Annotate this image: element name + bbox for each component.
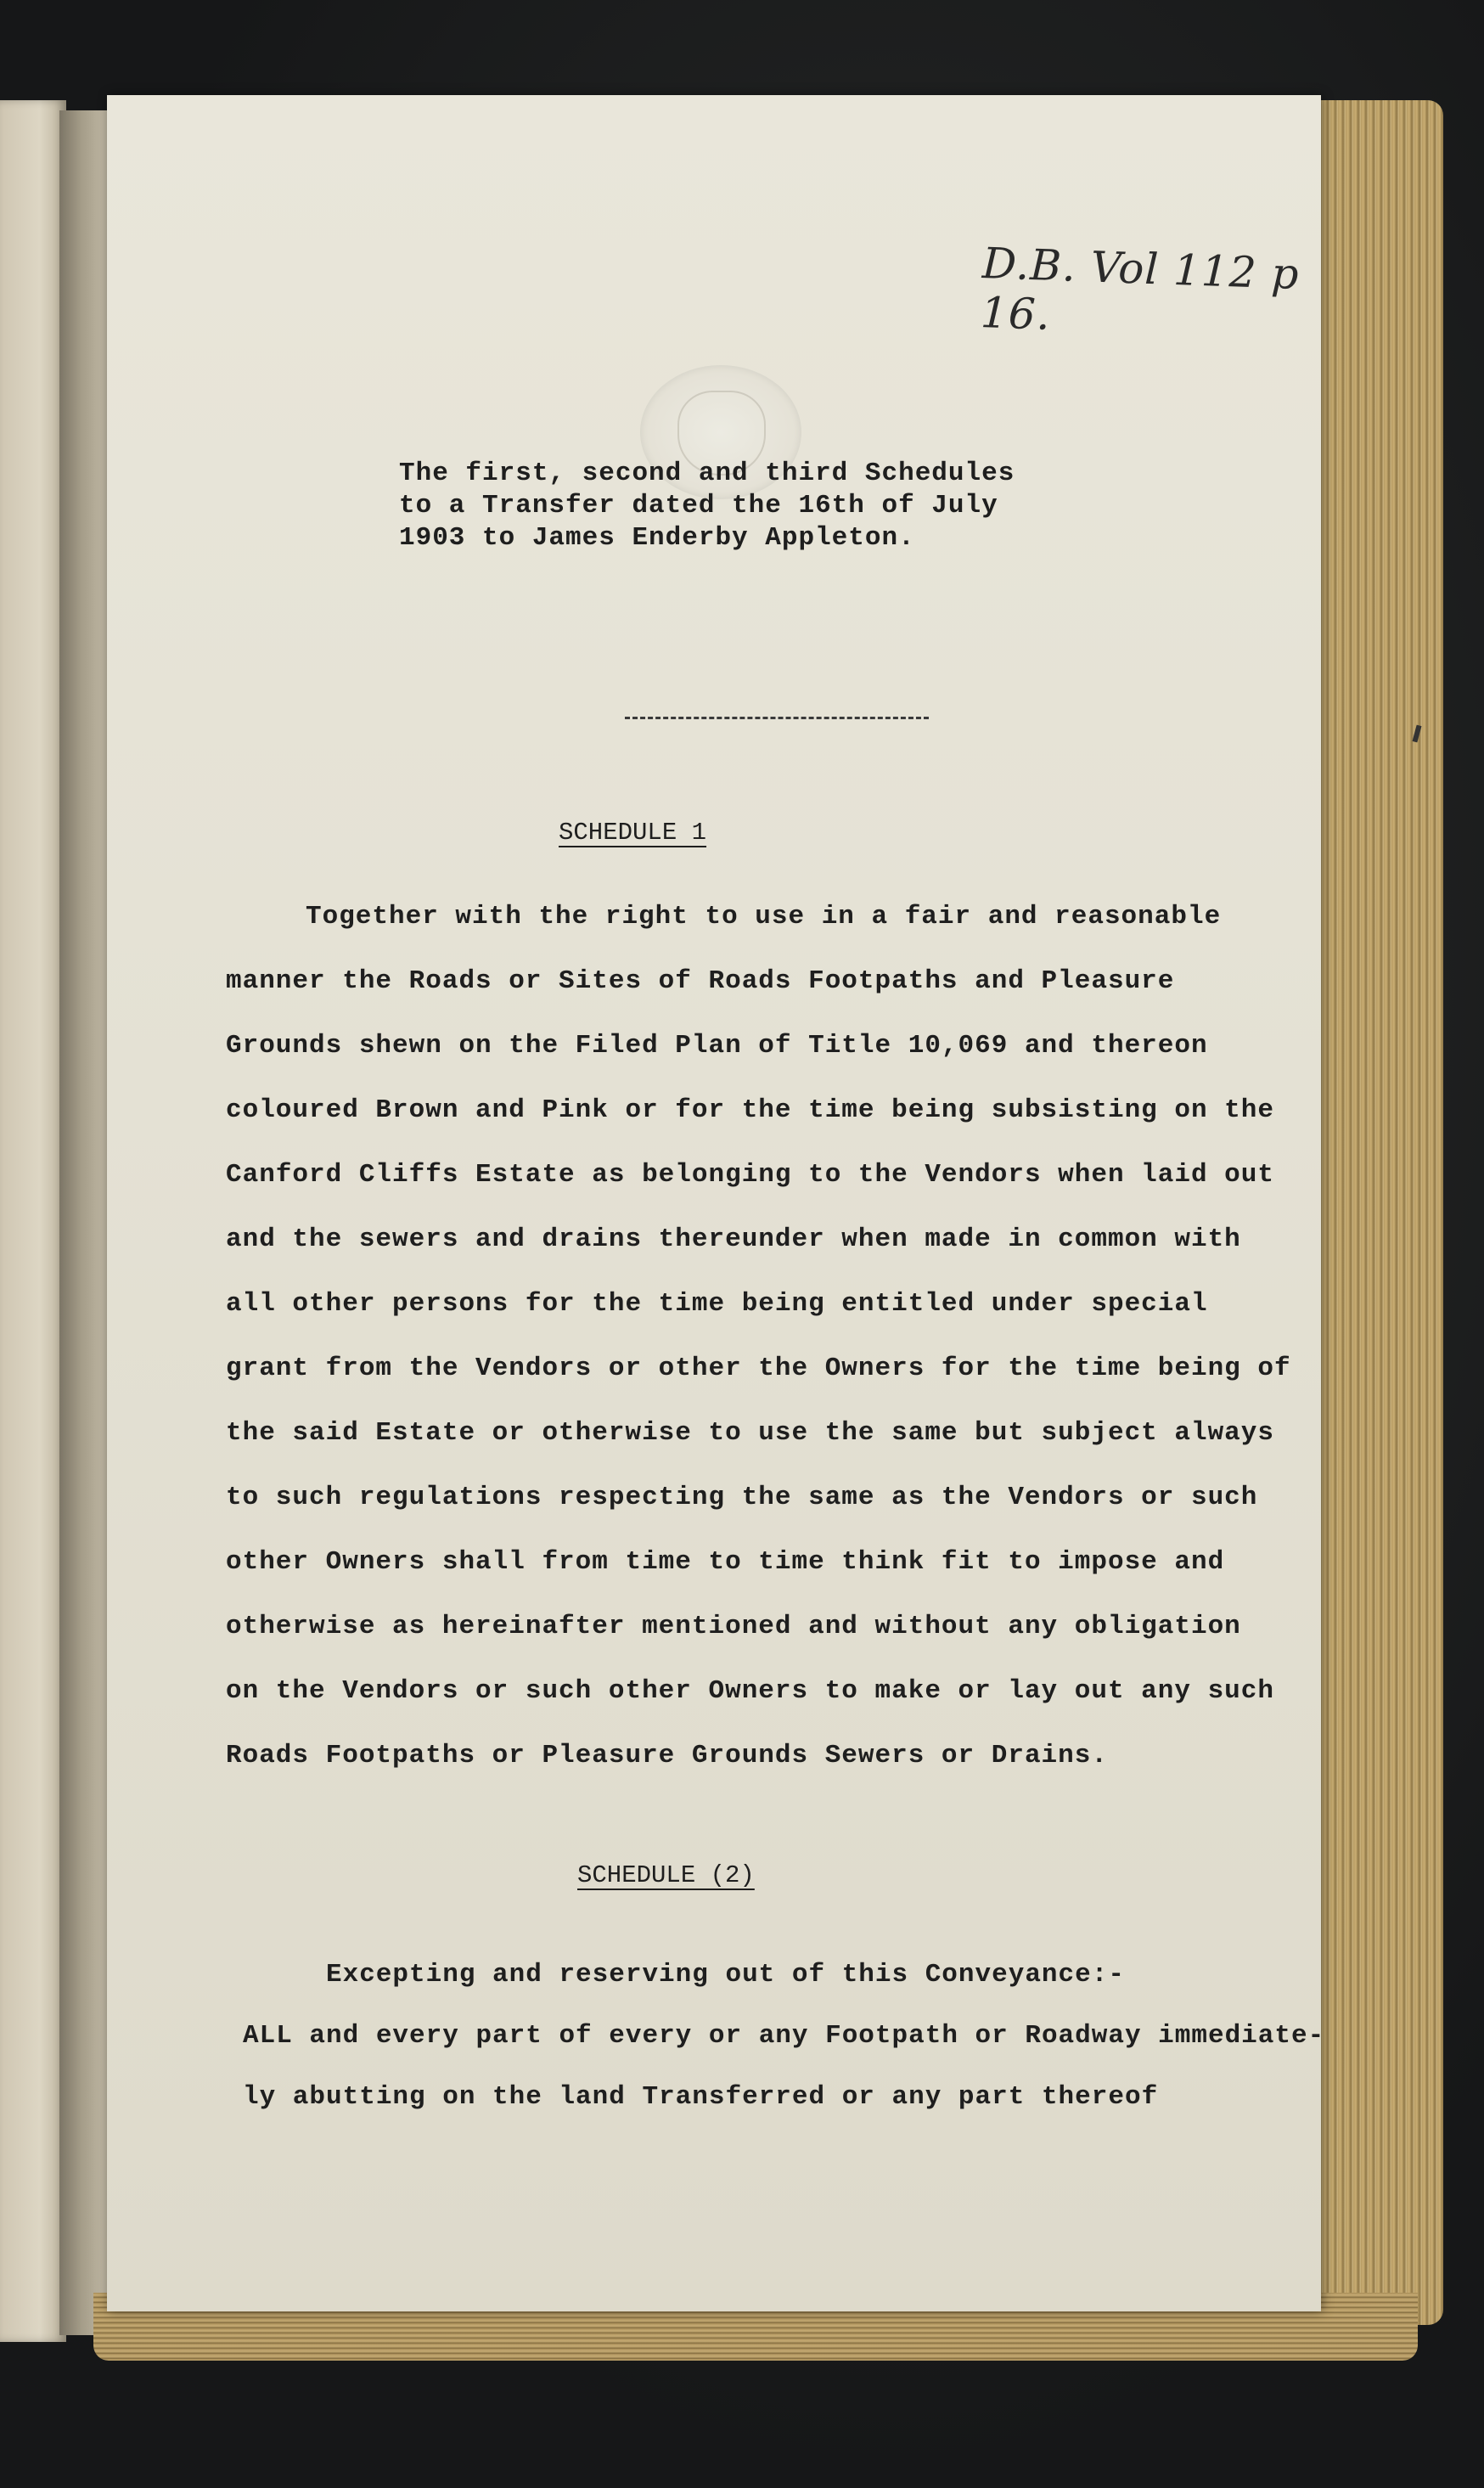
marginal-reference: D.B. Vol 112 p 16. [980,239,1301,340]
schedule-2-line-1: Excepting and reserving out of this Conveyance:- [326,1960,1125,1990]
schedule-1-line-10: to such regulations respecting the same as the Vendors or such [226,1483,1258,1512]
schedule-1-line-14: Roads Footpaths or Pleasure Grounds Sewers or Drains. [226,1741,1108,1770]
schedule-2-line-3: ly abutting on the land Transferred or any part thereof [243,2082,1159,2112]
schedule-1-line-1: Together with the right to use in a fair and reasonable [306,902,1222,932]
schedule-1-line-2: manner the Roads or Sites of Roads Footpaths and Pleasure [226,966,1175,996]
schedule-1-line-7: all other persons for the time being entitled under special [226,1289,1208,1319]
schedule-1-line-6: and the sewers and drains thereunder when made in common with [226,1224,1241,1254]
header-line-3: 1903 to James Enderby Appleton. [399,523,915,553]
schedule-1-line-13: on the Vendors or such other Owners to make or lay out any such [226,1676,1274,1706]
book-gutter [59,110,114,2335]
document-page [107,95,1325,2311]
schedule-1-line-3: Grounds shewn on the Filed Plan of Title 10,069 and thereon [226,1031,1208,1061]
schedule-1-line-12: otherwise as hereinafter mentioned and without any obligation [226,1612,1241,1641]
divider-rule [625,717,929,719]
schedule-1-line-5: Canford Cliffs Estate as belonging to the Vendors when laid out [226,1160,1274,1190]
facing-page-edge [0,100,66,2342]
header-line-2: to a Transfer dated the 16th of July [399,491,998,521]
schedule-2-heading: SCHEDULE (2) [577,1861,755,1889]
schedule-1-line-4: coloured Brown and Pink or for the time being subsisting on the [226,1095,1274,1125]
page-block-edge [1307,100,1443,2325]
schedule-1-line-11: other Owners shall from time to time think fit to impose and [226,1547,1225,1577]
schedule-1-line-8: grant from the Vendors or other the Owners for the time being of [226,1354,1291,1383]
schedule-1-line-9: the said Estate or otherwise to use the same but subject always [226,1418,1274,1448]
schedule-2-line-2: ALL and every part of every or any Footpath or Roadway immediate- [243,2021,1325,2051]
schedule-1-heading: SCHEDULE 1 [559,819,707,847]
header-line-1: The first, second and third Schedules [399,459,1015,488]
